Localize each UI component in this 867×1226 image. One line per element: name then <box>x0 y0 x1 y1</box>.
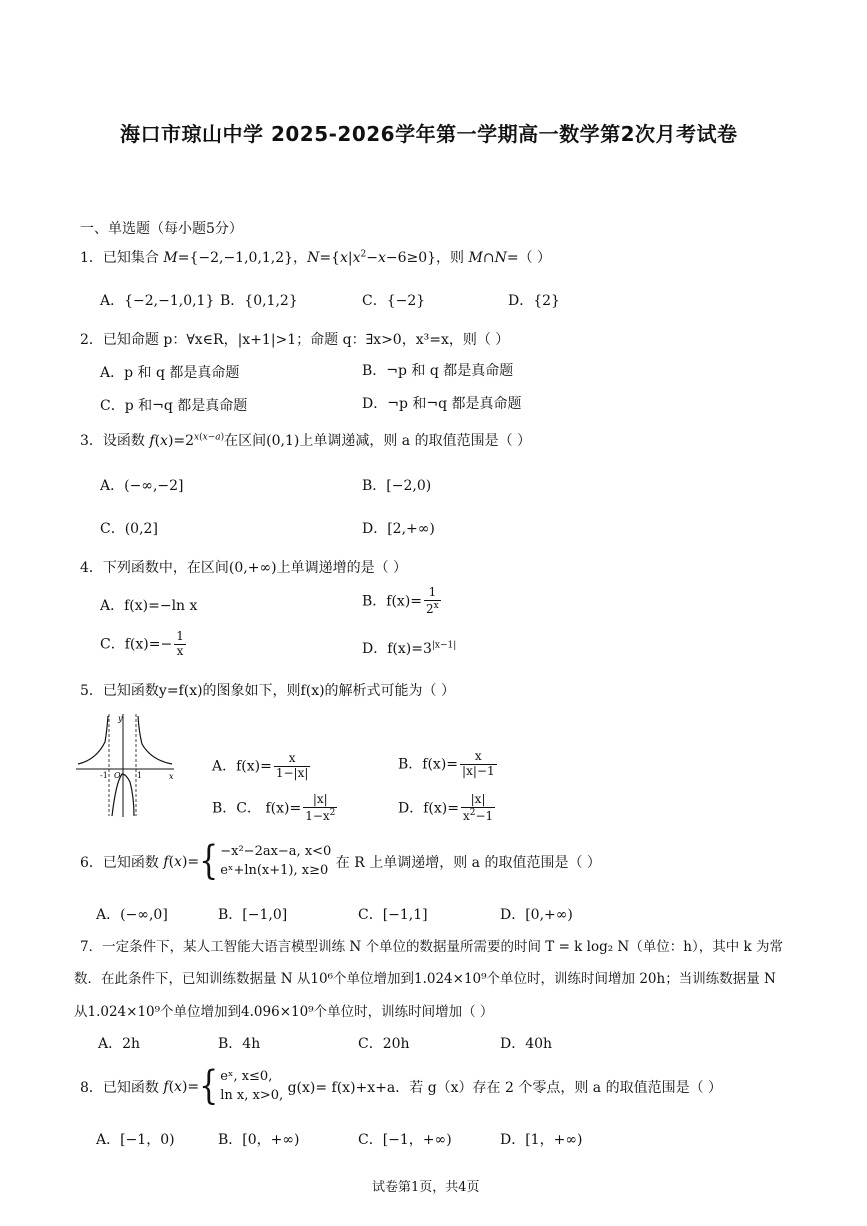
q1-option-b[interactable]: B．{0,1,2} <box>220 293 298 309</box>
q6-option-d[interactable]: D．[0,+∞) <box>500 907 573 923</box>
q1-option-a[interactable]: A．{−2,−1,0,1} <box>100 293 215 309</box>
curve-left-branch <box>78 716 108 764</box>
question-7-line-2: 数．在此条件下，已知训练数据量 N 从10⁶个单位增加到1.024×10⁹个单位时，训练时间增加 20h；当训练数据量 N <box>74 971 776 987</box>
q7-option-a[interactable]: A．2h <box>98 1036 141 1052</box>
q3-option-d[interactable]: D．[2,+∞) <box>362 521 435 537</box>
q8-option-a[interactable]: A．[−1，0) <box>96 1132 175 1148</box>
q5-option-a[interactable]: A．f(x)= $\frac{x}{1-|x|}$ <box>212 751 309 780</box>
q5-option-b[interactable]: B．f(x)= $\frac{x}{|x|-1}$ <box>398 749 495 778</box>
q4-option-a[interactable]: A．f(x)=−ln x <box>100 598 198 614</box>
q6-case-1: −x²−2ax−a, x<0 <box>220 844 332 859</box>
q8-case-2: ln x, x>0, <box>220 1087 284 1103</box>
q6-option-b[interactable]: B．[−1,0] <box>218 907 288 923</box>
question-7-line-3: 从1.024×10⁹个单位增加到4.096×10⁹个单位时，训练时间增加（ ） <box>74 1004 494 1020</box>
q2-option-d[interactable]: D．¬p 和¬q 都是真命题 <box>362 396 522 412</box>
tick-neg-one: -1 <box>100 771 108 780</box>
question-3-stem: 3．设函数 $f(x)=2^{x(x-a)}$在区间(0,1)上单调递减，则 a 的取值范围是（ ） <box>80 432 532 449</box>
q7-option-d[interactable]: D．40h <box>500 1036 553 1052</box>
q4-option-d[interactable]: D．$f(x)=3^{|x-1|}$ <box>362 640 457 657</box>
question-6-stem: 6．已知函数 f(x)={ −x²−2ax−a, x<0 eˣ+ln(x+1), x≥0 在 R 上单调递增，则 a 的取值范围是（ ） <box>80 838 601 884</box>
q3-option-c[interactable]: C．(0,2] <box>100 521 158 537</box>
q5-option-c[interactable]: B．C． f(x)= $\frac{|x|}{1-x^2}$ <box>212 792 336 823</box>
q4-option-b[interactable]: B．f(x)= $\frac{1}{2^x}$ <box>362 585 439 616</box>
question-1-stem: 1．已知集合 M={−2,−1,0,1,2}，$N=\{x|x^2-x-6\ge 0\}$，则 M∩N=（ ） <box>80 249 552 266</box>
question-4-stem: 4．下列函数中，在区间(0,+∞)上单调递增的是（ ） <box>80 560 408 576</box>
origin-label: O <box>114 771 121 780</box>
q1-option-d[interactable]: D．{2} <box>508 293 560 309</box>
q8-option-d[interactable]: D．[1，+∞) <box>500 1132 583 1148</box>
q4-option-c[interactable]: C．f(x)=− $\frac{1}{x}$ <box>100 629 184 658</box>
function-graph <box>76 712 176 818</box>
q6-option-c[interactable]: C．[−1,1] <box>358 907 428 923</box>
q1-option-c[interactable]: C．{−2} <box>362 293 426 309</box>
q8-option-b[interactable]: B．[0，+∞) <box>218 1132 300 1148</box>
q8-option-c[interactable]: C．[−1，+∞) <box>358 1132 452 1148</box>
q7-option-b[interactable]: B．4h <box>218 1036 261 1052</box>
q2-option-b[interactable]: B．¬p 和 q 都是真命题 <box>362 363 514 379</box>
q5-option-d[interactable]: D．f(x)= $\frac{|x|}{x^2-1}$ <box>398 792 494 823</box>
page-footer: 试卷第1页，共4页 <box>372 1180 480 1195</box>
x-axis-label: x <box>169 772 174 781</box>
q2-option-c[interactable]: C．p 和¬q 都是真命题 <box>100 398 248 414</box>
q3-option-b[interactable]: B．[−2,0) <box>362 478 432 494</box>
q2-option-a[interactable]: A．p 和 q 都是真命题 <box>100 365 240 381</box>
question-2-stem: 2．已知命题 p：∀x∈R，|x+1|>1；命题 q：∃x>0，x³=x，则（ ） <box>80 332 510 348</box>
question-5-stem: 5．已知函数y=f(x)的图象如下，则f(x)的解析式可能为（ ） <box>80 683 455 699</box>
curve-right-branch <box>138 716 172 764</box>
question-7-line-1: 7．一定条件下，某人工智能大语言模型训练 N 个单位的数据量所需要的时间 T = k log₂ N（单位：h），其中 k 为常 <box>80 939 783 955</box>
exam-title: 海口市琼山中学 2025-2026学年第一学期高一数学第2次月考试卷 <box>120 122 738 146</box>
q6-case-2: eˣ+ln(x+1), x≥0 <box>220 862 329 878</box>
q8-case-1: eˣ, x≤0, <box>220 1069 273 1084</box>
question-8-stem: 8．已知函数 f(x)={ eˣ, x≤0, ln x, x>0, g(x)= f(x)+x+a．若 g（x）存在 2 个零点，则 a 的取值范围是（ ） <box>80 1063 723 1109</box>
y-axis-label: y <box>118 714 123 723</box>
section-heading: 一、单选题（每小题5分） <box>80 221 243 237</box>
q3-option-a[interactable]: A．(−∞,−2] <box>100 478 184 494</box>
tick-one: 1 <box>137 771 143 780</box>
q6-option-a[interactable]: A．(−∞,0] <box>96 907 168 923</box>
q7-option-c[interactable]: C．20h <box>358 1036 410 1052</box>
